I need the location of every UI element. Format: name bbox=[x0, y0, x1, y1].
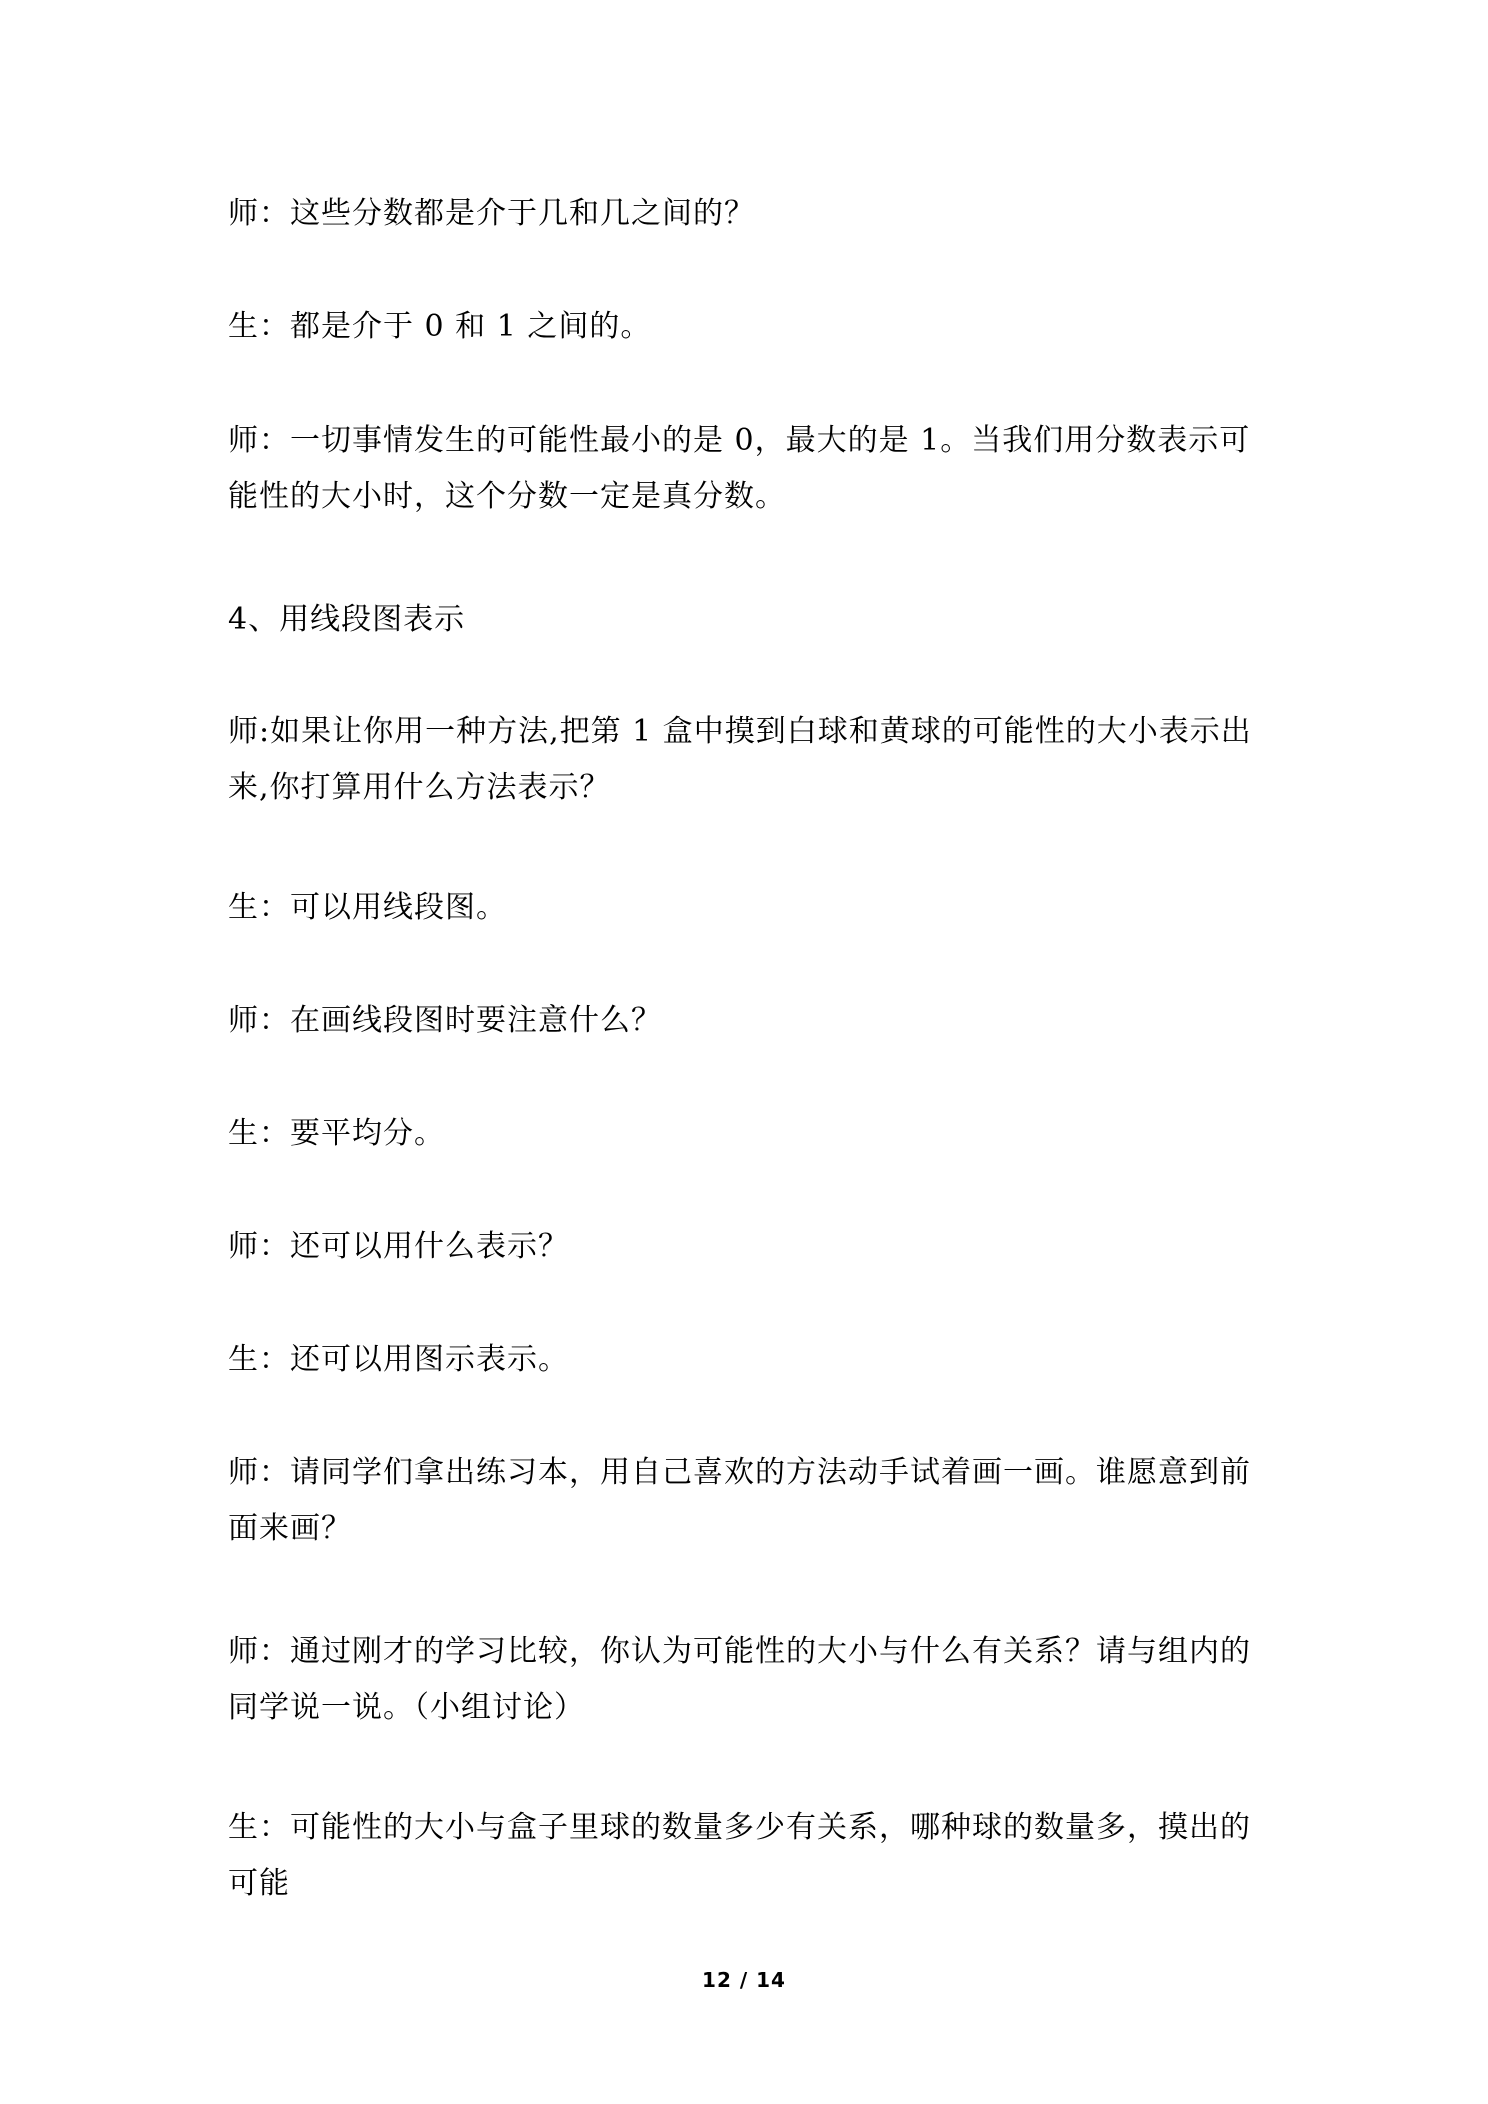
paragraph-12: 师：通过刚才的学习比较，你认为可能性的大小与什么有关系？请与组内的同学说一说。（小组讨论） bbox=[228, 1634, 1251, 1725]
paragraph-1: 师：这些分数都是介于几和几之间的？ bbox=[228, 196, 755, 231]
paragraph-8: 生：要平均分。 bbox=[228, 1116, 445, 1151]
paragraph-7: 师：在画线段图时要注意什么？ bbox=[228, 1003, 662, 1038]
page-number: 12 / 14 bbox=[702, 1968, 786, 1992]
paragraph-10: 生：还可以用图示表示。 bbox=[228, 1342, 569, 1377]
paragraph-5: 师:如果让你用一种方法,把第 1 盒中摸到白球和黄球的可能性的大小表示出来,你打算用什么方法表示？ bbox=[228, 714, 1252, 805]
paragraph-9: 师：还可以用什么表示？ bbox=[228, 1229, 569, 1264]
paragraph-2: 生：都是介于 0 和 1 之间的。 bbox=[228, 309, 652, 344]
paragraph-4-heading: 4、用线段图表示 bbox=[228, 602, 466, 637]
paragraph-11: 师：请同学们拿出练习本，用自己喜欢的方法动手试着画一画。谁愿意到前面来画？ bbox=[228, 1455, 1251, 1546]
paragraph-13: 生：可能性的大小与盒子里球的数量多少有关系，哪种球的数量多，摸出的可能 bbox=[228, 1810, 1251, 1901]
paragraph-3: 师：一切事情发生的可能性最小的是 0，最大的是 1。当我们用分数表示可能性的大小时，这个分数一定是真分数。 bbox=[228, 423, 1251, 514]
paragraph-6: 生：可以用线段图。 bbox=[228, 890, 507, 925]
